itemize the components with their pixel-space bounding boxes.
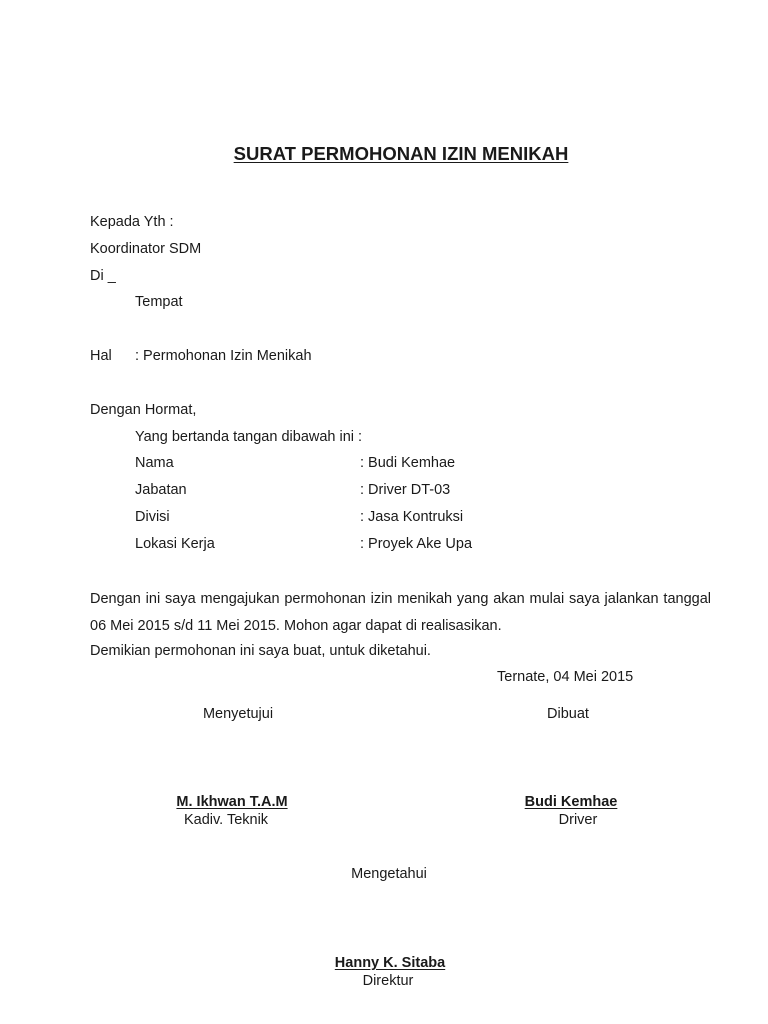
field-label-divisi: Divisi [135, 509, 170, 525]
acknowledger-heading: Mengetahui [351, 866, 427, 882]
field-value-jabatan: : Driver DT-03 [360, 482, 451, 498]
body-paragraph: Dengan ini saya mengajukan permohonan izin menikah yang akan mulai saya jalankan tanggal 06 Mei 2015 s/d 11 Mei 2015. Mohon agar dapat di realisasikan. [90, 591, 711, 634]
acknowledger-name: Hanny K. Sitaba [334, 955, 446, 971]
subject-value: : Permohonan Izin Menikah [135, 348, 312, 364]
field-label-lokasi: Lokasi Kerja [135, 536, 215, 552]
recipient-line-1: Kepada Yth : [90, 214, 174, 230]
recipient-line-2: Koordinator SDM [90, 241, 202, 257]
greeting: Dengan Hormat, [90, 402, 197, 418]
field-value-divisi: : Jasa Kontruksi [360, 509, 464, 525]
approver-heading: Menyetujui [202, 706, 274, 722]
subject-label: Hal [90, 348, 112, 364]
field-value-lokasi: : Proyek Ake Upa [360, 536, 473, 552]
field-label-nama: Nama [135, 455, 174, 471]
field-label-jabatan: Jabatan [135, 482, 187, 498]
acknowledger-position: Direktur [362, 973, 414, 989]
place-date: Ternate, 04 Mei 2015 [497, 669, 634, 685]
author-heading: Dibuat [547, 706, 589, 722]
author-name: Budi Kemhae [524, 794, 618, 810]
author-position: Driver [558, 812, 598, 828]
intro-line: Yang bertanda tangan dibawah ini : [135, 429, 363, 445]
recipient-line-3: Di _ [90, 268, 116, 284]
letter-title: SURAT PERMOHONAN IZIN MENIKAH [233, 143, 569, 164]
field-value-nama: : Budi Kemhae [360, 455, 456, 471]
approver-name: M. Ikhwan T.A.M [176, 794, 288, 810]
approver-position: Kadiv. Teknik [183, 812, 269, 828]
recipient-line-4: Tempat [135, 294, 183, 310]
closing-line: Demikian permohonan ini saya buat, untuk diketahui. [90, 643, 431, 659]
